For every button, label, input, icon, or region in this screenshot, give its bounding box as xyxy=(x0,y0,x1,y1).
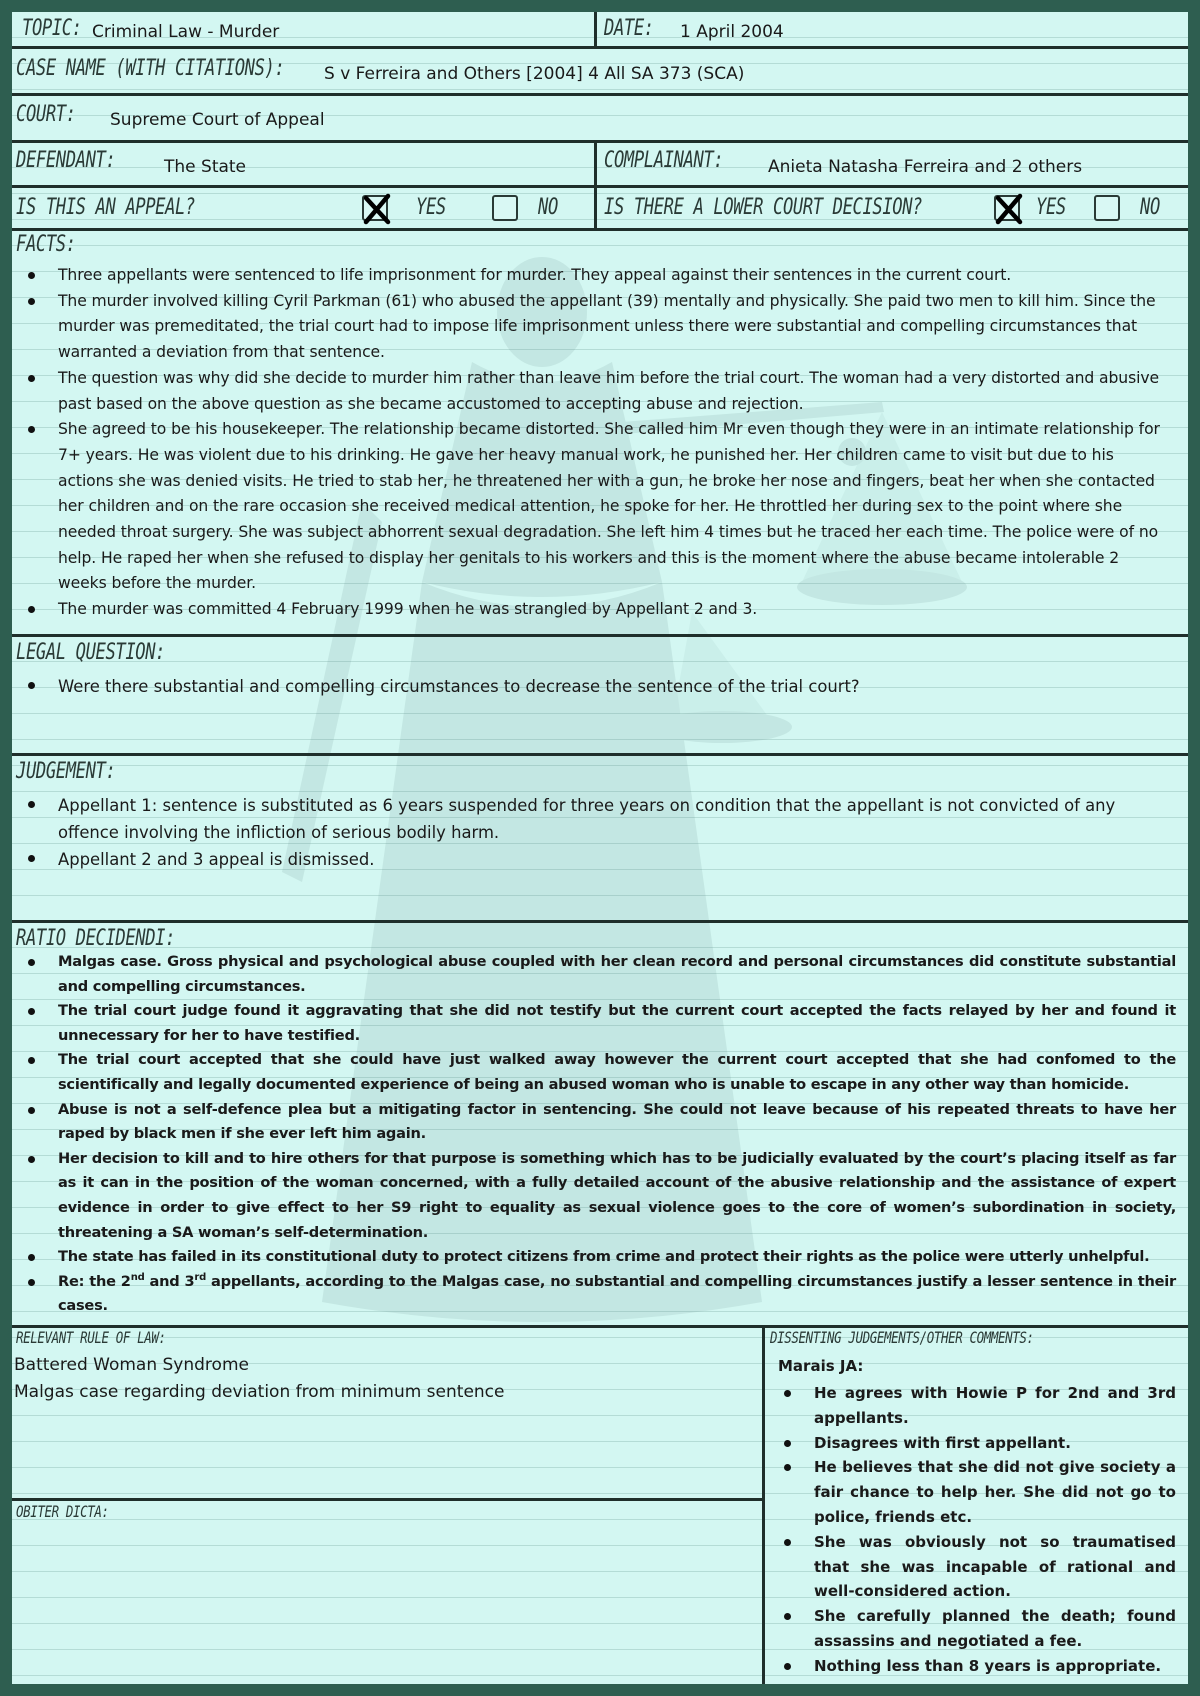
rule-of-law-line: Malgas case regarding deviation from minimum sentence xyxy=(14,1382,505,1402)
list-item: Were there substantial and compelling circumstances to decrease the sentence of the trial court? xyxy=(12,673,1162,700)
court-value: Supreme Court of Appeal xyxy=(110,110,325,130)
parties-divider xyxy=(594,143,597,188)
bullet xyxy=(28,1008,35,1015)
list-item: He believes that she did not give society a fair chance to help her. She did not go to police, friends etc. xyxy=(768,1455,1176,1529)
dissenting-label: DISSENTING JUDGEMENTS/OTHER COMMENTS: xyxy=(770,1328,1034,1347)
facts-list xyxy=(12,263,1162,623)
legal-question-divider xyxy=(12,753,1188,756)
obiter-dicta-label: OBITER DICTA: xyxy=(16,1502,109,1521)
judgement-label: JUDGEMENT: xyxy=(16,759,116,784)
rule-of-law-line: Battered Woman Syndrome xyxy=(14,1355,249,1375)
bullet xyxy=(28,1107,35,1114)
court-label: COURT: xyxy=(16,102,76,127)
lower-court-yes-checkbox[interactable] xyxy=(994,195,1020,221)
ratio-decidendi-label: RATIO DECIDENDI: xyxy=(16,926,176,951)
list-item: Three appellants were sentenced to life imprisonment for murder. They appeal against their sentences in the current court. xyxy=(12,263,1162,289)
topic-value: Criminal Law - Murder xyxy=(92,22,280,42)
judgement-divider xyxy=(12,920,1188,923)
appeal-no-checkbox[interactable] xyxy=(492,195,518,221)
list-item: Appellant 2 and 3 appeal is dismissed. xyxy=(12,846,1162,873)
lower-court-no-label: NO xyxy=(1140,195,1160,220)
list-item: Her decision to kill and to hire others for that purpose is something which has to be judicially evaluated by the court’s placing itself as far as it can in the position of the woman concerned, with a fully detailed account of the abusive relationship and the assistance of expert evidence in order to give effect to her S9 right to equality as sexual violence goes to the core of women’s subordination in society, threatening a SA woman’s self-determination. xyxy=(12,1147,1176,1245)
list-item: Disagrees with first appellant. xyxy=(768,1431,1176,1456)
list-item: She was obviously not so traumatised that she was incapable of rational and well-considered action. xyxy=(768,1530,1176,1604)
bullet xyxy=(28,1057,35,1064)
bullet xyxy=(28,375,35,382)
list-item: The trial court judge found it aggravating that she did not testify but the current court accepted the facts relayed by her and found it unnecessary for her to have testified. xyxy=(12,999,1176,1048)
defendant-value: The State xyxy=(164,157,247,177)
rule-of-law-label: RELEVANT RULE OF LAW: xyxy=(16,1328,166,1347)
list-item: The murder was committed 4 February 1999 when he was strangled by Appellant 2 and 3. xyxy=(12,597,1162,623)
bullet xyxy=(28,1279,35,1286)
legal-question-list xyxy=(12,673,1162,700)
list-item: Abuse is not a self-defence plea but a mitigating factor in sentencing. She could not leave because of his repeated threats to have her raped by black men if she ever left him again. xyxy=(12,1098,1176,1147)
case-name-label: CASE NAME (WITH CITATIONS): xyxy=(16,56,285,81)
bullet xyxy=(28,682,35,689)
bullet xyxy=(28,272,35,279)
list-item: The trial court accepted that she could have just walked away however the current court accepted that she had confomed to the scientifically and legally documented experience of being an abused woman who is unable to escape in any other way than homicide. xyxy=(12,1048,1176,1097)
appeal-yes-checkbox[interactable] xyxy=(362,195,388,221)
list-item: He agrees with Howie P for 2nd and 3rd appellants. xyxy=(768,1381,1176,1431)
ratio-decidendi-list xyxy=(12,950,1176,1319)
bullet xyxy=(28,1254,35,1261)
legal-question-label: LEGAL QUESTION: xyxy=(16,640,166,665)
date-value: 1 April 2004 xyxy=(680,22,784,42)
appeal-divider xyxy=(594,188,597,231)
defendant-label: DEFENDANT: xyxy=(16,148,116,173)
bullet xyxy=(28,801,35,808)
bullet xyxy=(784,1613,791,1620)
lower-court-no-checkbox[interactable] xyxy=(1094,195,1120,221)
list-item: The state has failed in its constitutional duty to protect citizens from crime and protect their rights as the police were utterly unhelpful. xyxy=(12,1245,1176,1270)
case-brief-panel xyxy=(12,12,1188,1684)
check-x-icon xyxy=(992,192,1026,228)
bullet xyxy=(784,1464,791,1471)
list-item: She carefully planned the death; found assassins and negotiated a fee. xyxy=(768,1604,1176,1654)
bullet xyxy=(28,298,35,305)
complainant-label: COMPLAINANT: xyxy=(604,148,724,173)
lower-court-question-label: IS THERE A LOWER COURT DECISION? xyxy=(604,195,923,220)
list-item: Nothing less than 8 years is appropriate. xyxy=(768,1654,1176,1679)
bullet xyxy=(784,1663,791,1670)
list-item: Appellant 1: sentence is substituted as 6 years suspended for three years on condition that the appellant is not convicted of any offence involving the infliction of serious bodily harm. xyxy=(12,792,1162,846)
topic-date-divider xyxy=(594,12,597,49)
judgement-list xyxy=(12,792,1162,873)
bullet xyxy=(784,1539,791,1546)
check-x-icon xyxy=(360,192,394,228)
list-item: Malgas case. Gross physical and psychological abuse coupled with her clean record and personal circumstances did constitute substantial and compelling circumstances. xyxy=(12,950,1176,999)
list-item: Re: the 2nd and 3rd appellants, according to the Malgas case, no substantial and compelling circumstances justify a lesser sentence in their cases. xyxy=(12,1270,1176,1319)
bottom-column-divider xyxy=(762,1325,765,1684)
dissenting-list xyxy=(768,1381,1176,1679)
bullet xyxy=(28,606,35,613)
complainant-value: Anieta Natasha Ferreira and 2 others xyxy=(768,157,1083,177)
appeal-question-label: IS THIS AN APPEAL? xyxy=(16,195,195,220)
bullet xyxy=(784,1440,791,1447)
topic-label: TOPIC: xyxy=(22,16,82,41)
lower-court-yes-label: YES xyxy=(1036,195,1066,220)
bullet xyxy=(28,855,35,862)
bullet xyxy=(784,1390,791,1397)
list-item: She agreed to be his housekeeper. The relationship became distorted. She called him Mr even though they were in an intimate relationship for 7+ years. He was violent due to his drinking. He gave her heavy manual work, he punished her. Her children came to visit but due to his actions she was denied visits. He tried to stab her, he threatened her with a gun, he broke her nose and fingers, beat her when she contacted her children and on the rare occasion she received medical attention, he spoke for her. He throttled her during sex to the point where she needed throat surgery. She was subject abhorrent sexual degradation. She left him 4 times but he traced her each time. The police were of no help. He raped her when she refused to display her genitals to his workers and this is the moment where the abuse became intolerable 2 weeks before the murder. xyxy=(12,417,1162,597)
list-item: The question was why did she decide to murder him rather than leave him before the trial court. The woman had a very distorted and abusive past based on the above question as she became accustomed to accepting abuse and rejection. xyxy=(12,366,1162,417)
case-name-value: S v Ferreira and Others [2004] 4 All SA 373 (SCA) xyxy=(324,64,745,84)
appeal-no-label: NO xyxy=(538,195,558,220)
bullet xyxy=(28,959,35,966)
dissenting-judge: Marais JA: xyxy=(778,1357,864,1375)
facts-label: FACTS: xyxy=(16,232,76,257)
facts-divider xyxy=(12,634,1188,637)
date-label: DATE: xyxy=(604,16,654,41)
list-item: The murder involved killing Cyril Parkman (61) who abused the appellant (39) mentally and physically. She paid two men to kill him. Since the murder was premeditated, the trial court had to impose life imprisonment unless there were substantial and compelling circumstances that warranted a deviation from that sentence. xyxy=(12,289,1162,366)
appeal-yes-label: YES xyxy=(416,195,446,220)
obiter-divider xyxy=(12,1498,764,1501)
bullet xyxy=(28,426,35,433)
bullet xyxy=(28,1156,35,1163)
